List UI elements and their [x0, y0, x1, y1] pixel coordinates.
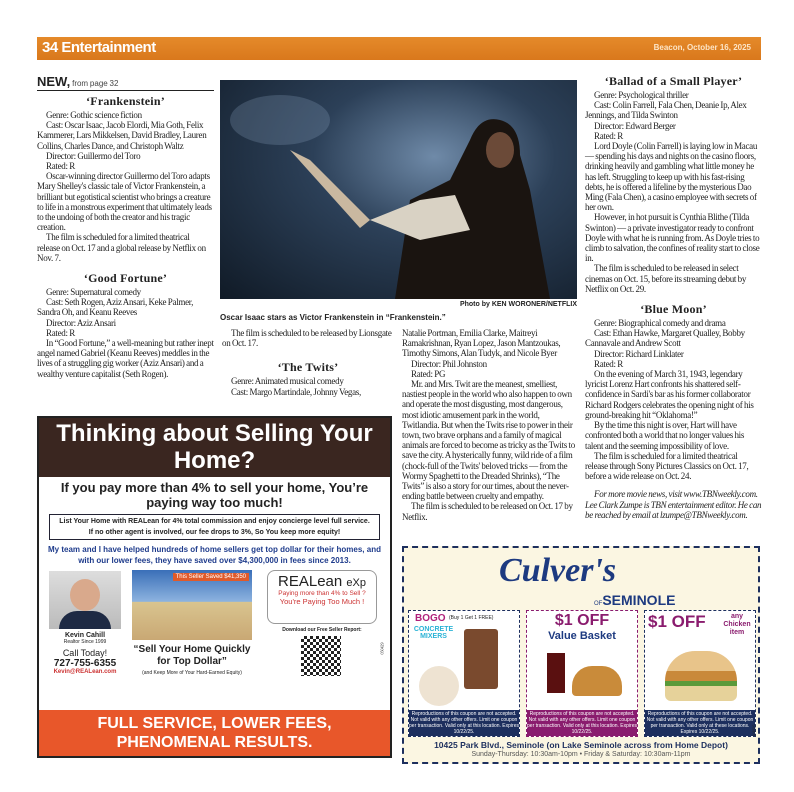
coupon-bogo[interactable]: [408, 610, 520, 737]
mixer-cup-image: [464, 629, 498, 689]
offer-line: If no other agent is involved, our fee drops to 3%, So You keep more equity!: [88, 529, 341, 536]
genre: Genre: Gothic science fiction: [46, 110, 142, 120]
body-paragraph: Lord Doyle (Colin Farrell) is laying low in Macau — spending his days and nights on the casino floors, drinking heavily and gambling what little money he has left. Struggling to keep up with his fast-rising debts, he is offered a lifeline by the mysterious Dao Ming (Fala Chen), a casino employee with secrets of her own.: [585, 141, 758, 213]
culvers-logo: Culver's: [499, 552, 617, 589]
column-4: [585, 74, 762, 520]
review-title: ‘Ballad of a Small Player’: [604, 74, 743, 88]
realestate-ad[interactable]: [37, 416, 392, 758]
genre: Genre: Animated musical comedy: [231, 376, 344, 387]
body-paragraph: In “Good Fortune,” a well-meaning but rather inept angel named Gabriel (Keanu Reeves) meddles in the lives of a struggling gig worker (Aziz Ansari) and a wealthy venture capitalist (Seth Rogen).: [37, 338, 214, 379]
cast: Cast: Colin Farrell, Fala Chen, Deanie Ip, Alex Jennings, and Tilda Swinton: [585, 100, 747, 121]
coupon-fine-print: Reproductions of this coupon are not accepted. Not valid with any other offers. Limit one coupon per transaction. Valid only at these locations. Expires 10/22/25.: [646, 711, 754, 735]
ad-code: 050429: [379, 642, 385, 655]
body-paragraph: However, in hot pursuit is Cynthia Blithe (Tilda Swinton) — a private investigator ready to confront Doyle with what he is running from. As Doyle tries to climb to salvation, the confines of reality start to close in.: [585, 212, 760, 264]
rating: Rated: R: [46, 161, 75, 172]
body-paragraph: The film is scheduled to be released in select cinemas on Oct. 15, before its streaming debut by Netflix on Oct. 29.: [585, 263, 747, 294]
photo-caption: Oscar Isaac stars as Victor Frankenstein in “Frankenstein.”: [220, 313, 446, 322]
realean-logo: REALean: [278, 573, 343, 590]
qr-code[interactable]: [299, 634, 343, 678]
frankenstein-photo: [220, 80, 577, 299]
call-today: Call Today!: [62, 648, 108, 658]
house-photo: [132, 570, 252, 640]
rating: Rated: R: [594, 358, 623, 369]
paying-line: You're Paying Too Much !: [279, 597, 365, 606]
column-2: [222, 328, 394, 397]
of-label: OF: [594, 601, 603, 607]
coupon-sub: (Buy 1 Get 1 FREE): [449, 615, 494, 621]
agent-since: Realtor Since 1999: [63, 639, 107, 645]
agent-name: Kevin Cahill: [64, 632, 106, 639]
ad-slogan-sub: (and Keep More of Your Hard-Earned Equity): [142, 670, 242, 676]
jump-label: NEW,: [37, 74, 71, 89]
cast: Cast: Seth Rogen, Aziz Ansari, Keke Palmer, Sandra Oh, and Keanu Reeves: [37, 297, 194, 318]
column-3: [402, 328, 577, 522]
agent-phone[interactable]: 727-755-6355: [53, 658, 117, 669]
review-title: ‘The Twits’: [277, 360, 339, 375]
photo-credit: Photo by KEN WORONER/NETFLIX: [459, 301, 577, 308]
director: Director: Phil Johnston: [411, 358, 487, 369]
cast: Cast: Oscar Isaac, Jacob Elordi, Mia Goth, Felix Kammerer, Lars Mikkelsen, David Bradley, Lauren Collins, Charles Dance, and Christoph Waltz: [37, 120, 207, 151]
coupon-item: any Chicken item: [723, 613, 751, 636]
coupon-value-basket[interactable]: [526, 610, 638, 737]
column-1: [37, 74, 214, 379]
genre: Genre: Biographical comedy and drama: [594, 318, 726, 329]
body-paragraph: The film is scheduled for a limited theatrical release on Oct. 17 and a global release by Netflix on Nov. 7.: [37, 232, 206, 263]
sundae-image: [419, 666, 459, 706]
ad-lower-section: [39, 566, 390, 708]
cast: Natalie Portman, Emilia Clarke, Maitreyi Ramakrishnan, Ryan Lopez, Jason Mantzoukas, Timothy Simons, Alan Tudyk, and Nicole Byer: [402, 328, 561, 359]
coupon-item: Value Basket: [548, 630, 616, 642]
genre: Genre: Supernatural comedy: [46, 287, 141, 298]
coupon-fine-print: Reproductions of this coupon are not accepted. Not valid with any other offers. Limit one coupon per transaction. Valid only at this location. Expires 10/22/25.: [527, 711, 637, 735]
chicken-sandwich-image: [665, 651, 737, 701]
body-paragraph: The film is scheduled to be released by Lionsgate on Oct. 17.: [222, 328, 392, 349]
director: Director: Aziz Ansari: [46, 317, 116, 328]
exp-logo: eXp: [346, 577, 366, 589]
paying-line: Paying more than 4% to Sell ?: [278, 590, 366, 597]
cola-image: [547, 653, 565, 693]
culvers-coupon-ad[interactable]: [402, 546, 760, 764]
agent-email[interactable]: Kevin@REALean.com: [53, 669, 117, 675]
review-title: ‘Good Fortune’: [83, 271, 168, 286]
coupon-fine-print: Reproductions of this coupon are not accepted. Not valid with any other offers. Limit one coupon per transaction. Valid only at this location. Expires 10/22/25.: [409, 711, 519, 735]
realean-logo-box: [267, 570, 377, 624]
coupon-title: $1 OFF: [554, 612, 610, 629]
body-paragraph: Mr. and Mrs. Twit are the meanest, smelliest, nastiest people in the world who also happen to own and operate the most disgusting, most dangerous, most idiotic amusement park in the world, Twitlandia. But when the Twits rise to power in their town, two brave orphans and a family of magical animals are forced to become as tricky as the Twits to save the city. A hysterically funny, wild ride of a film (chock-full of the Twits' beloved tricks — from the Wormy Spaghetti to the Dreaded Shrinks), “The Twits” is also a story for our times, about the never-ending battle between cruelty and empathy.: [402, 379, 575, 502]
review-title: ‘Frankenstein’: [86, 94, 165, 108]
store-address: 10425 Park Blvd., Seminole (on Lake Seminole across from Home Depot): [434, 740, 728, 750]
body-paragraph: By the time this night is over, Hart will have confronted both a world that no longer values his talent and the seeming impossibility of love.: [585, 420, 745, 451]
jump-head: [37, 74, 214, 91]
store-hours: Sunday-Thursday: 10:30am-10pm • Friday & Saturday: 10:30am-11pm: [471, 751, 691, 758]
genre: Genre: Psychological thriller: [594, 90, 689, 100]
rating: Rated: R: [46, 327, 75, 338]
ad-offer-box: [49, 514, 380, 540]
director: Director: Edward Berger: [594, 120, 676, 131]
coupon-title: $1 OFF: [648, 612, 706, 631]
body-paragraph: Oscar-winning director Guillermo del Toro adapts Mary Shelley's classic tale of Victor Frankenstein, a brilliant but egotistical scientist who brings a creature to life in a monstrous experiment that ultimately leads to the undoing of both the creator and his tragic creation.: [37, 171, 212, 233]
cast: Cast: Margo Martindale, Johnny Vegas,: [231, 386, 361, 397]
author-tagline: For more movie news, visit www.TBNweekly.com. Lee Clark Zumpe is TBN entertainment editor. He can be reached by email at lzumpe@TBNweekly.com.: [585, 489, 762, 520]
director: Director: Richard Linklater: [594, 348, 684, 359]
section-header-band: [37, 37, 761, 60]
ad-blue-text: My team and I have helped hundreds of home sellers get top dollar for their homes, and with our lower fees, they have saved over $4,300,000 in fees since 2013.: [48, 545, 381, 565]
agent-photo: [49, 571, 121, 629]
burger-image: [572, 666, 622, 696]
coupon-chicken[interactable]: [644, 610, 756, 737]
ad-subheadline: If you pay more than 4% to sell your home, You’re paying way too much!: [60, 480, 369, 510]
coupon-item: CONCRETE MIXERS: [413, 626, 454, 640]
review-title: ‘Blue Moon’: [640, 302, 707, 317]
cast: Cast: Ethan Hawke, Margaret Qualley, Bobby Cannavale and Andrew Scott: [585, 328, 745, 349]
ad-footer: FULL SERVICE, LOWER FEES, PHENOMENAL RESULTS.: [39, 710, 390, 756]
rating: Rated: PG: [411, 368, 446, 379]
saved-badge: This Seller Saved $41,350: [173, 573, 249, 581]
jump-from: from page 32: [72, 79, 119, 88]
location-name: SEMINOLE: [602, 592, 676, 608]
dateline: Beacon, October 16, 2025: [653, 43, 751, 52]
body-paragraph: The film is scheduled for a limited theatrical release through Sony Pictures Classics on Oct. 17, before a wide release on Oct. 24.: [585, 450, 749, 482]
rating: Rated: R: [594, 130, 623, 141]
body-paragraph: On the evening of March 31, 1943, legendary lyricist Lorenz Hart confronts his shattered self-confidence in Sardi's bar as his former collaborator Richard Rodgers celebrates the opening night of his ground-breaking hit “Oklahoma!”: [585, 369, 754, 420]
agent-block: [49, 571, 121, 675]
download-label: Download our Free Seller Report:: [282, 627, 362, 633]
coupon-title: BOGO: [415, 613, 446, 624]
body-paragraph: The film is scheduled to be released on Oct. 17 by Netflix.: [402, 501, 573, 522]
director: Director: Guillermo del Toro: [46, 150, 141, 161]
ad-headline: Thinking about Selling Your Home?: [39, 418, 390, 477]
offer-line: List Your Home with REALean for 4% total commission and enjoy concierge level full service.: [59, 518, 370, 525]
ad-slogan: “Sell Your Home Quickly for Top Dollar”: [133, 644, 251, 667]
ad-code: 101625: [751, 724, 757, 737]
section-title: 34 Entertainment: [42, 39, 156, 56]
